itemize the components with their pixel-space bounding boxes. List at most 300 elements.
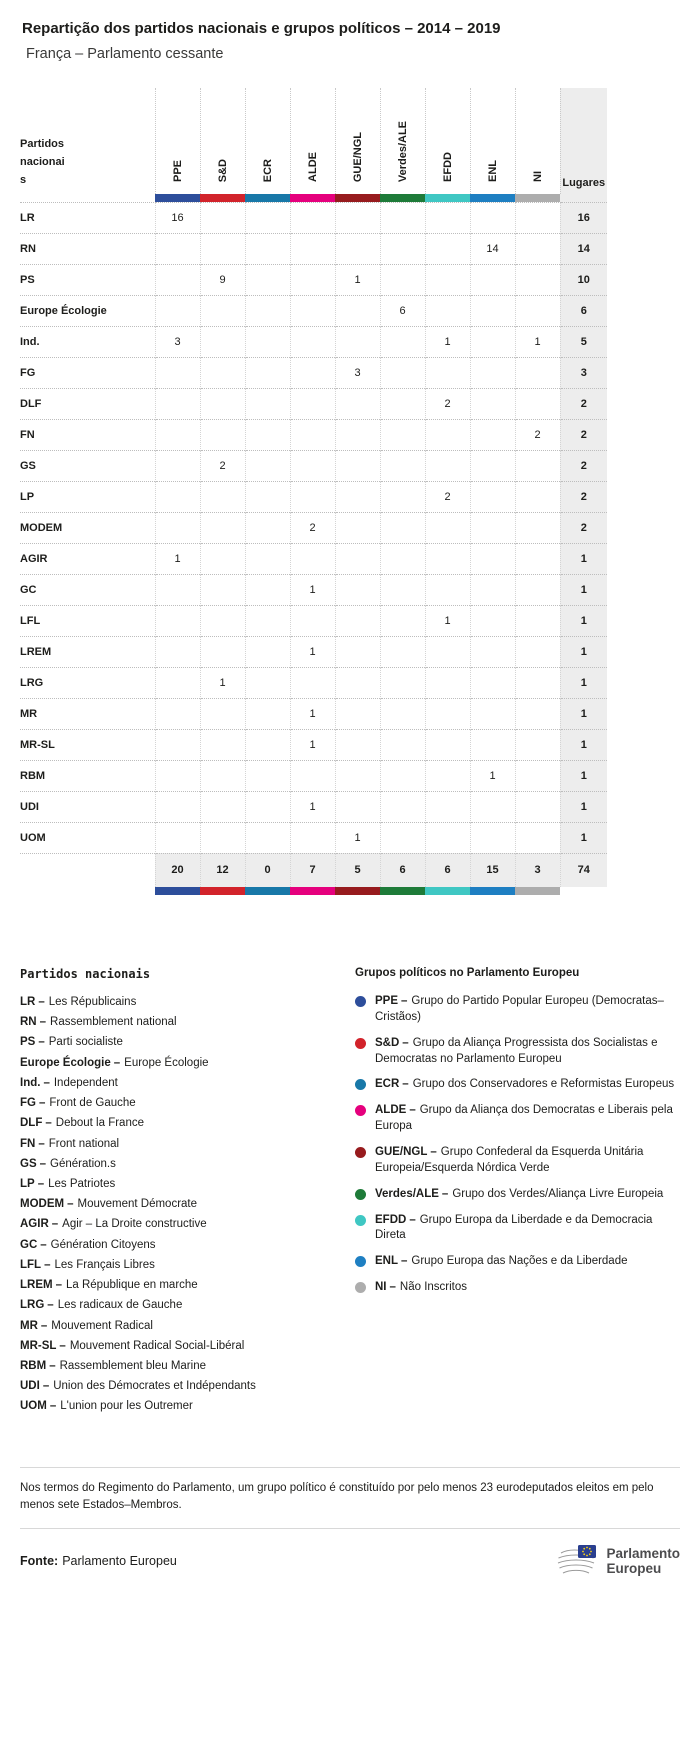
value-cell <box>335 729 380 760</box>
legend-item <box>20 1239 355 1252</box>
row-total-cell: 2 <box>560 388 607 419</box>
party-abbr: Europe Écologie <box>20 1056 111 1069</box>
party-abbr: Ind. <box>20 1076 41 1089</box>
separator: – <box>401 1255 408 1268</box>
separator: – <box>38 1097 46 1110</box>
value-cell <box>245 667 290 698</box>
row-total-cell: 1 <box>560 574 607 605</box>
value-cell <box>380 512 425 543</box>
party-name: Debout la France <box>55 1117 144 1130</box>
value-cell: 1 <box>290 636 335 667</box>
legend-item <box>20 1259 355 1272</box>
group-abbr: PPE <box>375 995 399 1007</box>
party-name: Mouvement Démocrate <box>77 1198 198 1211</box>
value-cell <box>245 450 290 481</box>
value-cell <box>155 450 200 481</box>
value-cell <box>425 729 470 760</box>
separator: – <box>45 1117 52 1130</box>
row-total-cell: 16 <box>560 202 607 233</box>
value-cell <box>380 419 425 450</box>
value-cell <box>470 667 515 698</box>
value-cell: 2 <box>290 512 335 543</box>
value-cell <box>290 760 335 791</box>
value-cell <box>290 295 335 326</box>
value-cell <box>200 233 245 264</box>
value-cell: 16 <box>155 202 200 233</box>
ep-globe-icon <box>556 1543 598 1579</box>
party-abbr: MR-SL <box>20 1339 57 1352</box>
spacer-cell <box>560 194 607 202</box>
table-row <box>20 357 607 388</box>
party-name: Mouvement Radical Social-Libéral <box>69 1339 245 1352</box>
group-header-label: NI <box>531 171 544 182</box>
legend-item <box>20 1360 355 1373</box>
legend-item <box>355 1213 680 1245</box>
table-row <box>20 295 607 326</box>
party-abbr: RN <box>20 1016 37 1029</box>
group-abbr: S&D <box>375 1036 400 1049</box>
separator: – <box>389 1281 396 1294</box>
value-cell <box>335 388 380 419</box>
group-legend-text <box>375 1145 680 1177</box>
spacer-cell <box>20 853 155 887</box>
party-name: L'union pour les Outremer <box>60 1400 193 1413</box>
value-cell <box>335 295 380 326</box>
value-cell <box>290 264 335 295</box>
group-legend-text <box>375 1213 680 1245</box>
value-cell <box>470 543 515 574</box>
value-cell <box>245 357 290 388</box>
legend-item <box>20 1077 355 1090</box>
value-cell <box>290 481 335 512</box>
value-cell <box>155 822 200 853</box>
party-abbr: MR <box>20 1319 38 1332</box>
group-legend-title: Grupos políticos no Parlamento Europeu <box>355 967 580 979</box>
value-cell <box>200 760 245 791</box>
party-abbr: UDI <box>20 1380 40 1393</box>
row-total-cell: 2 <box>560 450 607 481</box>
table-row <box>20 791 607 822</box>
table-row <box>20 667 607 698</box>
party-abbr: LRG <box>20 1299 45 1312</box>
value-cell <box>380 636 425 667</box>
party-label: Europe Écologie <box>20 295 155 326</box>
value-cell <box>425 450 470 481</box>
value-cell <box>245 295 290 326</box>
table-row <box>20 419 607 450</box>
spacer-cell <box>20 887 155 895</box>
group-color-bar <box>155 887 200 895</box>
page-subtitle: França – Parlamento cessante <box>26 46 224 62</box>
group-desc: Grupo da Aliança Progressista dos Socialistas e Democratas no Parlamento Europeu <box>375 1036 658 1065</box>
european-parliament-logo <box>556 1543 680 1579</box>
value-cell <box>425 295 470 326</box>
party-abbr: LREM <box>20 1279 53 1292</box>
party-abbr: LR <box>20 996 36 1008</box>
value-cell <box>515 295 560 326</box>
group-header <box>335 88 380 194</box>
group-abbr: NI <box>375 1281 387 1294</box>
party-label: LRG <box>20 667 155 698</box>
table-row <box>20 450 607 481</box>
legend-item <box>20 1036 355 1049</box>
value-cell <box>380 729 425 760</box>
value-cell <box>425 264 470 295</box>
legend-item <box>20 1097 355 1110</box>
group-legend <box>355 967 680 1421</box>
value-cell: 1 <box>425 326 470 357</box>
value-cell <box>515 791 560 822</box>
value-cell <box>470 822 515 853</box>
party-name: Agir – La Droite constructive <box>62 1218 207 1231</box>
logo-text-line2: Europeu <box>606 1561 662 1577</box>
value-cell <box>155 636 200 667</box>
separator: – <box>113 1056 121 1069</box>
footer <box>20 1537 680 1589</box>
value-cell <box>245 574 290 605</box>
party-abbr: PS <box>20 1036 36 1049</box>
party-label: FN <box>20 419 155 450</box>
separator: – <box>401 995 408 1007</box>
party-label: MR-SL <box>20 729 155 760</box>
value-cell <box>335 760 380 791</box>
row-total-cell: 2 <box>560 419 607 450</box>
value-cell <box>290 605 335 636</box>
legend-item <box>20 1158 355 1171</box>
value-cell <box>245 729 290 760</box>
group-color-dot <box>355 1038 366 1049</box>
column-total-cell: 15 <box>470 853 515 887</box>
value-cell <box>335 233 380 264</box>
value-cell <box>335 202 380 233</box>
value-cell <box>470 326 515 357</box>
value-cell <box>425 357 470 388</box>
legend-item <box>20 1057 355 1070</box>
value-cell <box>380 202 425 233</box>
legend-item <box>20 1279 355 1292</box>
value-cell <box>425 512 470 543</box>
value-cell: 2 <box>425 388 470 419</box>
row-total-cell: 1 <box>560 791 607 822</box>
value-cell <box>425 233 470 264</box>
group-color-dot <box>355 996 366 1007</box>
value-cell <box>155 295 200 326</box>
group-abbr: ENL <box>375 1255 398 1268</box>
separator: – <box>402 1036 409 1049</box>
value-cell <box>155 667 200 698</box>
party-name: Parti socialiste <box>48 1036 123 1049</box>
party-abbr: UOM <box>20 1400 47 1413</box>
value-cell <box>380 481 425 512</box>
value-cell <box>425 822 470 853</box>
party-name: Les Français Libres <box>54 1258 155 1271</box>
table-row <box>20 698 607 729</box>
group-legend-text <box>375 1036 680 1068</box>
value-cell <box>155 729 200 760</box>
value-cell <box>515 543 560 574</box>
group-color-bar <box>290 887 335 895</box>
value-cell <box>155 388 200 419</box>
group-color-bar-row <box>20 194 607 202</box>
row-total-cell: 14 <box>560 233 607 264</box>
separator: – <box>40 1238 47 1251</box>
value-cell <box>335 605 380 636</box>
value-cell <box>290 233 335 264</box>
value-cell <box>515 667 560 698</box>
group-header-label: ALDE <box>306 152 319 182</box>
table-row <box>20 760 607 791</box>
party-label: Ind. <box>20 326 155 357</box>
value-cell <box>470 574 515 605</box>
corner-label: Partidos nacionais <box>20 137 65 186</box>
value-cell <box>290 388 335 419</box>
value-cell <box>245 202 290 233</box>
group-desc: Grupo do Partido Popular Europeu (Democratas–Cristãos) <box>375 995 664 1023</box>
value-cell <box>200 636 245 667</box>
separator: – <box>402 1078 409 1091</box>
spacer-cell <box>560 887 607 895</box>
value-cell: 3 <box>335 357 380 388</box>
party-abbr: GS <box>20 1157 37 1170</box>
party-label: FG <box>20 357 155 388</box>
legend-item <box>20 1340 355 1353</box>
group-color-dot <box>355 1256 366 1267</box>
value-cell: 3 <box>155 326 200 357</box>
group-header-label: Verdes/ALE <box>396 120 409 182</box>
value-cell <box>335 543 380 574</box>
value-cell <box>245 605 290 636</box>
value-cell: 1 <box>290 791 335 822</box>
group-desc: Grupo Europa das Nações e da Liberdade <box>411 1255 628 1268</box>
logo-text-line1: Parlamento <box>606 1545 680 1561</box>
value-cell <box>515 605 560 636</box>
group-color-bar-row-bottom <box>20 887 607 895</box>
value-cell <box>380 233 425 264</box>
table-row <box>20 481 607 512</box>
corner-header <box>20 88 155 194</box>
group-color-bar <box>245 194 290 202</box>
group-header-label: S&D <box>216 158 229 182</box>
value-cell <box>470 357 515 388</box>
group-abbr: GUE/NGL <box>375 1146 428 1159</box>
group-desc: Grupo Europa da Liberdade e da Democracia Direta <box>375 1213 653 1242</box>
value-cell <box>155 419 200 450</box>
value-cell <box>200 388 245 419</box>
group-header <box>245 88 290 194</box>
group-desc: Grupo da Aliança dos Democratas e Liberais pela Europa <box>375 1104 673 1133</box>
party-abbr: MODEM <box>20 1198 65 1211</box>
group-abbr: Verdes/ALE <box>375 1187 439 1200</box>
separator: – <box>38 1137 45 1150</box>
separator: – <box>49 1400 57 1413</box>
legend-item <box>355 1145 680 1177</box>
group-desc: Não Inscritos <box>399 1281 468 1294</box>
value-cell <box>380 264 425 295</box>
table-row <box>20 822 607 853</box>
value-cell <box>290 822 335 853</box>
group-desc: Grupo dos Conservadores e Reformistas Europeus <box>412 1078 675 1091</box>
party-label: GS <box>20 450 155 481</box>
value-cell <box>155 481 200 512</box>
value-cell <box>425 791 470 822</box>
legend-item <box>355 1254 680 1270</box>
value-cell <box>515 574 560 605</box>
separator: – <box>59 1339 66 1352</box>
party-name: Europe Écologie <box>124 1056 209 1069</box>
value-cell: 2 <box>515 419 560 450</box>
value-cell <box>380 698 425 729</box>
seats-table <box>20 88 607 895</box>
legend-item <box>20 1380 355 1393</box>
separator: – <box>430 1146 437 1159</box>
legend-item <box>20 1117 355 1130</box>
separator: – <box>38 996 45 1008</box>
value-cell <box>335 512 380 543</box>
value-cell: 1 <box>335 822 380 853</box>
value-cell <box>470 419 515 450</box>
group-color-dot <box>355 1215 366 1226</box>
value-cell: 1 <box>200 667 245 698</box>
value-cell <box>155 574 200 605</box>
value-cell <box>515 450 560 481</box>
value-cell <box>470 264 515 295</box>
party-name: Rassemblement bleu Marine <box>59 1359 206 1372</box>
value-cell <box>380 357 425 388</box>
party-name: Les radicaux de Gauche <box>57 1299 183 1312</box>
value-cell <box>470 512 515 543</box>
seats-header-label: Lugares <box>562 177 606 189</box>
footnote: Nos termos do Regimento do Parlamento, um grupo político é constituído por pelo menos 23 eurodeputados eleitos em pelo menos sete Estados–Membros. <box>20 1467 680 1530</box>
row-total-cell: 1 <box>560 698 607 729</box>
group-color-bar <box>290 194 335 202</box>
value-cell: 1 <box>155 543 200 574</box>
party-name: Les Républicains <box>48 996 137 1008</box>
value-cell <box>290 326 335 357</box>
party-name: Union des Démocrates et Indépendants <box>53 1380 256 1393</box>
group-color-bar <box>335 194 380 202</box>
separator: – <box>55 1279 62 1292</box>
value-cell <box>200 481 245 512</box>
group-legend-text <box>375 1103 680 1135</box>
group-color-bar <box>380 887 425 895</box>
value-cell <box>200 512 245 543</box>
value-cell: 2 <box>200 450 245 481</box>
group-color-dot <box>355 1105 366 1116</box>
value-cell <box>200 791 245 822</box>
party-abbr: DLF <box>20 1117 43 1130</box>
column-total-cell: 6 <box>380 853 425 887</box>
value-cell <box>155 264 200 295</box>
value-cell <box>515 729 560 760</box>
value-cell <box>470 481 515 512</box>
row-total-cell: 1 <box>560 605 607 636</box>
legend-item <box>355 1077 680 1093</box>
table-row <box>20 543 607 574</box>
table-row <box>20 605 607 636</box>
party-legend <box>20 967 355 1421</box>
legend-item <box>20 1320 355 1333</box>
party-name: La République en marche <box>66 1279 198 1292</box>
group-legend-text <box>375 1077 680 1093</box>
value-cell <box>245 419 290 450</box>
row-total-cell: 1 <box>560 667 607 698</box>
value-cell <box>380 543 425 574</box>
party-name: Génération.s <box>50 1157 116 1170</box>
value-cell <box>200 543 245 574</box>
value-cell: 1 <box>290 698 335 729</box>
row-total-cell: 1 <box>560 822 607 853</box>
separator: – <box>409 1104 416 1117</box>
group-color-bar <box>155 194 200 202</box>
group-color-dot <box>355 1147 366 1158</box>
party-abbr: LFL <box>20 1258 42 1271</box>
value-cell <box>470 202 515 233</box>
group-header <box>425 88 470 194</box>
table-row <box>20 636 607 667</box>
group-color-bar <box>425 194 470 202</box>
party-label: RBM <box>20 760 155 791</box>
value-cell <box>245 543 290 574</box>
value-cell <box>335 419 380 450</box>
value-cell <box>470 450 515 481</box>
value-cell: 1 <box>290 574 335 605</box>
logo-text <box>606 1546 680 1577</box>
value-cell <box>515 512 560 543</box>
group-color-dot <box>355 1189 366 1200</box>
party-label: PS <box>20 264 155 295</box>
separator: – <box>51 1218 59 1231</box>
group-header <box>155 88 200 194</box>
value-cell: 14 <box>470 233 515 264</box>
value-cell <box>425 419 470 450</box>
group-legend-items <box>355 994 680 1296</box>
row-total-cell: 1 <box>560 760 607 791</box>
party-abbr: FG <box>20 1097 36 1110</box>
row-total-cell: 2 <box>560 512 607 543</box>
value-cell <box>200 419 245 450</box>
group-color-bar <box>245 887 290 895</box>
value-cell <box>290 202 335 233</box>
table-header-row <box>20 88 607 194</box>
party-name: Les Patriotes <box>48 1177 116 1190</box>
group-abbr: ECR <box>375 1078 400 1091</box>
value-cell <box>380 822 425 853</box>
value-cell <box>470 388 515 419</box>
value-cell <box>245 698 290 729</box>
group-color-dot <box>355 1079 366 1090</box>
legend-item <box>20 1178 355 1191</box>
legend-item <box>20 1400 355 1413</box>
value-cell <box>290 543 335 574</box>
value-cell: 1 <box>470 760 515 791</box>
value-cell: 1 <box>425 605 470 636</box>
value-cell <box>200 605 245 636</box>
group-header-label: PPE <box>171 159 184 182</box>
separator: – <box>37 1177 45 1190</box>
value-cell <box>425 698 470 729</box>
value-cell <box>470 605 515 636</box>
value-cell <box>335 636 380 667</box>
row-total-cell: 10 <box>560 264 607 295</box>
value-cell <box>515 357 560 388</box>
separator: – <box>43 1076 50 1089</box>
value-cell <box>290 667 335 698</box>
column-total-cell: 3 <box>515 853 560 887</box>
group-abbr: EFDD <box>375 1213 407 1226</box>
column-total-cell: 7 <box>290 853 335 887</box>
value-cell <box>425 636 470 667</box>
value-cell <box>245 481 290 512</box>
